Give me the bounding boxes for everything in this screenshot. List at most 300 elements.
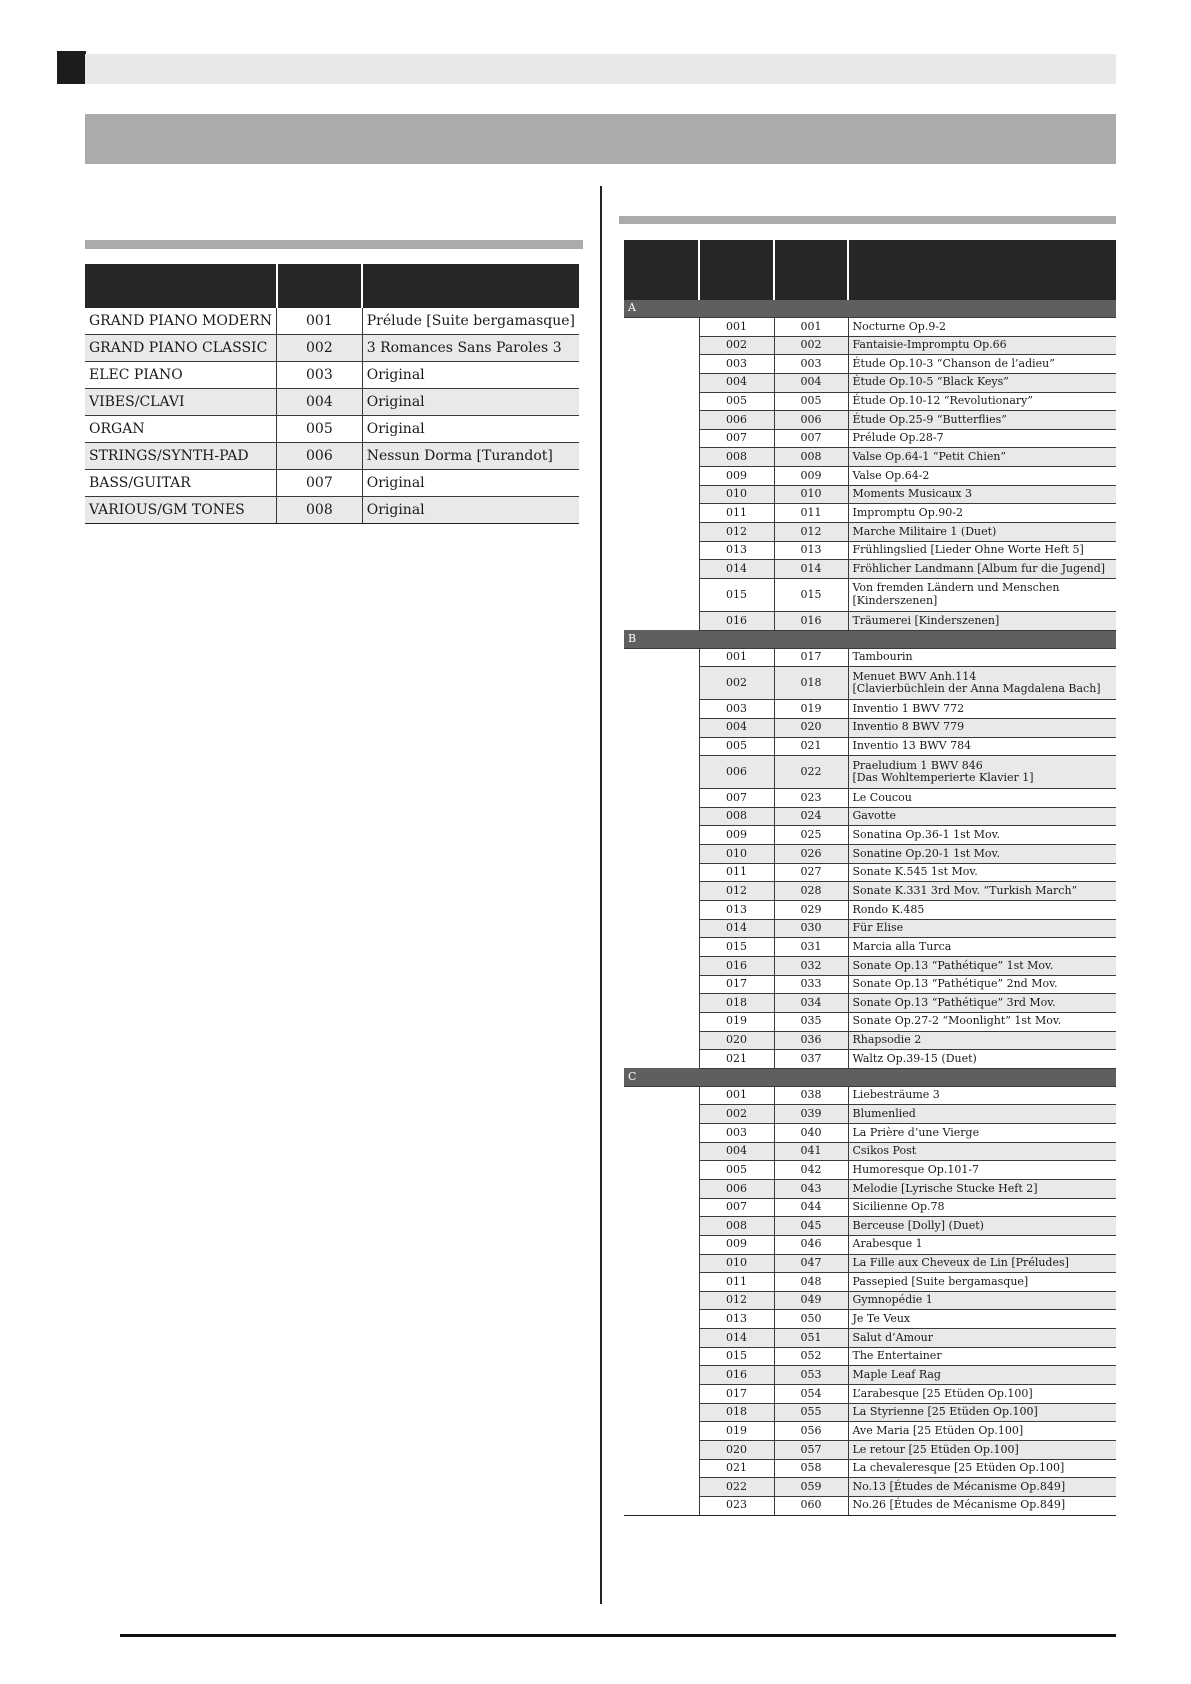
song-row — [624, 1273, 1116, 1292]
song-title: Fröhlicher Landmann [Album fur die Jugend] — [852, 561, 1106, 575]
song-number-in-group: 011 — [699, 504, 774, 523]
song-number-in-group: 004 — [699, 718, 774, 737]
song-title: Tambourin — [852, 650, 913, 664]
tone-number: 008 — [277, 497, 363, 524]
song-number-in-group: 012 — [699, 523, 774, 542]
song-row — [624, 504, 1116, 523]
song-number-in-group: 007 — [699, 789, 774, 808]
group-cell — [624, 956, 699, 975]
song-number: 040 — [774, 1124, 848, 1143]
group-cell — [624, 1031, 699, 1050]
song-number: 010 — [774, 485, 848, 504]
song-title: Passepied [Suite bergamasque] — [852, 1274, 1029, 1288]
group-cell — [624, 1012, 699, 1031]
song-title: Waltz Op.39-15 (Duet) — [852, 1051, 977, 1065]
page-corner-marker — [57, 51, 86, 84]
tones-header-cell — [277, 264, 363, 308]
song-title-cell — [848, 578, 1116, 611]
song-number-in-group: 014 — [699, 560, 774, 579]
page-header-bar — [85, 54, 1116, 84]
group-cell — [624, 373, 699, 392]
tones-table-heading-rule — [85, 240, 583, 249]
song-title-cell — [848, 1310, 1116, 1329]
song-title-cell — [848, 1478, 1116, 1497]
song-title-cell — [848, 448, 1116, 467]
group-cell — [624, 1086, 699, 1105]
song-number: 053 — [774, 1366, 848, 1385]
song-number: 056 — [774, 1422, 848, 1441]
song-title-cell — [848, 1422, 1116, 1441]
song-title-cell — [848, 938, 1116, 957]
song-number-in-group: 003 — [699, 700, 774, 719]
song-row — [624, 1366, 1116, 1385]
group-cell — [624, 1403, 699, 1422]
tone-group: ELEC PIANO — [85, 362, 277, 389]
song-number-in-group: 005 — [699, 392, 774, 411]
tones-row — [85, 389, 579, 416]
group-cell — [624, 700, 699, 719]
group-cell — [624, 1235, 699, 1254]
group-cell — [624, 485, 699, 504]
group-cell — [624, 611, 699, 630]
song-title-cell — [848, 700, 1116, 719]
song-number-in-group: 001 — [699, 648, 774, 667]
song-title-cell — [848, 1254, 1116, 1273]
song-number: 034 — [774, 994, 848, 1013]
song-row — [624, 467, 1116, 486]
song-number: 002 — [774, 336, 848, 355]
song-row — [624, 1050, 1116, 1069]
song-title: Moments Musicaux 3 — [852, 487, 972, 501]
group-cell — [624, 901, 699, 920]
song-number-in-group: 019 — [699, 1422, 774, 1441]
song-title: Prélude Op.28-7 — [852, 431, 944, 445]
tones-row — [85, 362, 579, 389]
group-cell — [624, 1254, 699, 1273]
song-number: 019 — [774, 700, 848, 719]
song-number: 033 — [774, 975, 848, 994]
song-number: 057 — [774, 1440, 848, 1459]
tone-group: ORGAN — [85, 416, 277, 443]
song-title: Étude Op.10-3 “Chanson de l’adieu” — [852, 356, 1055, 370]
song-row — [624, 1235, 1116, 1254]
group-cell — [624, 667, 699, 700]
song-title: Frühlingslied [Lieder Ohne Worte Heft 5] — [852, 543, 1084, 557]
song-title: Gavotte — [852, 809, 897, 823]
song-title: Je Te Veux — [852, 1312, 911, 1326]
tone-group: GRAND PIANO MODERN — [85, 308, 277, 335]
song-title-cell — [848, 1031, 1116, 1050]
song-title-cell — [848, 667, 1116, 700]
song-title: Sonate Op.13 “Pathétique” 1st Mov. — [852, 958, 1054, 972]
song-title-cell — [848, 355, 1116, 374]
song-number-in-group: 021 — [699, 1459, 774, 1478]
song-row — [624, 1179, 1116, 1198]
group-cell — [624, 467, 699, 486]
tone-group: GRAND PIANO CLASSIC — [85, 335, 277, 362]
song-number: 022 — [774, 756, 848, 789]
song-number-in-group: 003 — [699, 1124, 774, 1143]
song-row — [624, 318, 1116, 337]
song-number: 059 — [774, 1478, 848, 1497]
tones-table-header — [85, 264, 579, 308]
song-title: Sicilienne Op.78 — [852, 1200, 945, 1214]
song-row — [624, 1440, 1116, 1459]
song-row — [624, 994, 1116, 1013]
group-cell — [624, 1273, 699, 1292]
song-number-in-group: 005 — [699, 737, 774, 756]
song-number: 011 — [774, 504, 848, 523]
song-title: Fantaisie-Impromptu Op.66 — [852, 338, 1007, 352]
song-row — [624, 611, 1116, 630]
group-cell — [624, 1496, 699, 1515]
song-title-cell — [848, 826, 1116, 845]
song-title-cell — [848, 1198, 1116, 1217]
song-number: 055 — [774, 1403, 848, 1422]
tone-song: Original — [362, 389, 579, 416]
song-number: 041 — [774, 1142, 848, 1161]
song-title-cell — [848, 882, 1116, 901]
song-title: Rondo K.485 — [852, 902, 925, 916]
song-title: Für Elise — [852, 921, 904, 935]
song-number: 004 — [774, 373, 848, 392]
song-number-in-group: 001 — [699, 318, 774, 337]
song-number: 017 — [774, 648, 848, 667]
group-cell — [624, 523, 699, 542]
group-cell — [624, 392, 699, 411]
song-row — [624, 919, 1116, 938]
song-title-cell — [848, 756, 1116, 789]
song-title-cell — [848, 789, 1116, 808]
tone-number: 005 — [277, 416, 363, 443]
song-title-cell — [848, 392, 1116, 411]
song-number-in-group: 022 — [699, 1478, 774, 1497]
song-title-cell — [848, 1179, 1116, 1198]
song-number-in-group: 002 — [699, 1105, 774, 1124]
song-row — [624, 373, 1116, 392]
song-title: Valse Op.64-1 “Petit Chien” — [852, 450, 1007, 464]
song-number-in-group: 016 — [699, 1366, 774, 1385]
tones-table — [85, 264, 579, 524]
group-cell — [624, 318, 699, 337]
song-row — [624, 826, 1116, 845]
song-number-in-group: 018 — [699, 994, 774, 1013]
group-cell — [624, 919, 699, 938]
song-title-cell — [848, 1329, 1116, 1348]
group-cell — [624, 541, 699, 560]
song-title: Menuet BWV Anh.114 — [852, 669, 977, 683]
song-title-cell — [848, 485, 1116, 504]
song-title: No.26 [Études de Mécanisme Op.849] — [852, 1498, 1066, 1512]
song-number-in-group: 006 — [699, 411, 774, 430]
song-title-line2: [Kinderszenen] — [852, 593, 938, 607]
song-title: Valse Op.64-2 — [852, 468, 930, 482]
song-title: La Prière d’une Vierge — [852, 1125, 980, 1139]
songs-table — [624, 240, 1116, 1516]
group-cell — [624, 355, 699, 374]
song-row — [624, 1142, 1116, 1161]
song-title: Sonate K.545 1st Mov. — [852, 865, 978, 879]
song-title: Von fremden Ländern und Menschen — [852, 581, 1060, 595]
song-row — [624, 1105, 1116, 1124]
song-row — [624, 578, 1116, 611]
song-title-cell — [848, 429, 1116, 448]
song-row — [624, 541, 1116, 560]
column-divider — [600, 186, 602, 1604]
song-title-cell — [848, 807, 1116, 826]
song-number-in-group: 002 — [699, 667, 774, 700]
group-cell — [624, 1217, 699, 1236]
group-band-row — [624, 630, 1116, 648]
song-number-in-group: 010 — [699, 485, 774, 504]
song-title-cell — [848, 737, 1116, 756]
song-title-cell — [848, 1291, 1116, 1310]
song-number: 012 — [774, 523, 848, 542]
song-number-in-group: 004 — [699, 1142, 774, 1161]
group-cell — [624, 1422, 699, 1441]
song-title-cell — [848, 1347, 1116, 1366]
song-title-cell — [848, 1142, 1116, 1161]
song-title: Humoresque Op.101-7 — [852, 1162, 980, 1176]
song-number-in-group: 012 — [699, 882, 774, 901]
song-number: 015 — [774, 578, 848, 611]
song-row — [624, 807, 1116, 826]
song-row — [624, 737, 1116, 756]
group-cell — [624, 994, 699, 1013]
group-cell — [624, 1124, 699, 1143]
song-title-cell — [848, 1440, 1116, 1459]
song-number: 018 — [774, 667, 848, 700]
song-number-in-group: 009 — [699, 1235, 774, 1254]
song-row — [624, 718, 1116, 737]
song-title-cell — [848, 1161, 1116, 1180]
group-cell — [624, 1385, 699, 1404]
song-title: Träumerei [Kinderszenen] — [852, 613, 1000, 627]
song-title-cell — [848, 1105, 1116, 1124]
song-title-cell — [848, 560, 1116, 579]
group-cell — [624, 1291, 699, 1310]
group-cell — [624, 411, 699, 430]
group-cell — [624, 1440, 699, 1459]
song-title: Berceuse [Dolly] (Duet) — [852, 1218, 984, 1232]
song-title-cell — [848, 1217, 1116, 1236]
song-number-in-group: 014 — [699, 919, 774, 938]
song-title-cell — [848, 901, 1116, 920]
song-number-in-group: 017 — [699, 1385, 774, 1404]
song-title: L’arabesque [25 Etüden Op.100] — [852, 1386, 1033, 1400]
song-title-cell — [848, 541, 1116, 560]
song-title: Sonatina Op.36-1 1st Mov. — [852, 828, 1000, 842]
song-number: 054 — [774, 1385, 848, 1404]
song-number-in-group: 015 — [699, 1347, 774, 1366]
song-title-cell — [848, 1403, 1116, 1422]
song-row — [624, 1385, 1116, 1404]
song-number: 029 — [774, 901, 848, 920]
song-title: Sonate Op.27-2 “Moonlight” 1st Mov. — [852, 1014, 1062, 1028]
song-title: Nocturne Op.9-2 — [852, 319, 947, 333]
song-number: 060 — [774, 1496, 848, 1515]
song-title-cell — [848, 1124, 1116, 1143]
song-number-in-group: 011 — [699, 1273, 774, 1292]
song-title: No.13 [Études de Mécanisme Op.849] — [852, 1479, 1066, 1493]
group-cell — [624, 1366, 699, 1385]
tone-song: Prélude [Suite bergamasque] — [362, 308, 579, 335]
group-cell — [624, 504, 699, 523]
song-number: 045 — [774, 1217, 848, 1236]
group-cell — [624, 648, 699, 667]
song-number-in-group: 004 — [699, 373, 774, 392]
songs-table-header — [624, 240, 1116, 300]
tones-row — [85, 470, 579, 497]
song-number: 024 — [774, 807, 848, 826]
tone-group: BASS/GUITAR — [85, 470, 277, 497]
song-number-in-group: 010 — [699, 1254, 774, 1273]
song-row — [624, 1422, 1116, 1441]
song-title-cell — [848, 373, 1116, 392]
song-number-in-group: 003 — [699, 355, 774, 374]
group-band-row — [624, 1068, 1116, 1086]
song-title: Sonate K.331 3rd Mov. “Turkish March” — [852, 883, 1078, 897]
group-cell — [624, 826, 699, 845]
song-number: 014 — [774, 560, 848, 579]
song-title: Marche Militaire 1 (Duet) — [852, 524, 997, 538]
song-title: Inventio 8 BWV 779 — [852, 720, 965, 734]
song-number: 032 — [774, 956, 848, 975]
group-cell — [624, 1142, 699, 1161]
song-number: 016 — [774, 611, 848, 630]
song-title: Étude Op.10-12 “Revolutionary” — [852, 394, 1034, 408]
group-cell — [624, 718, 699, 737]
song-row — [624, 648, 1116, 667]
song-title-cell — [848, 1086, 1116, 1105]
song-row — [624, 667, 1116, 700]
song-row — [624, 956, 1116, 975]
songs-header-cell — [624, 240, 699, 300]
song-title: Liebesträume 3 — [852, 1088, 940, 1102]
group-band-row — [624, 300, 1116, 318]
song-row — [624, 392, 1116, 411]
song-number: 025 — [774, 826, 848, 845]
song-number: 021 — [774, 737, 848, 756]
song-title-cell — [848, 1385, 1116, 1404]
song-row — [624, 1291, 1116, 1310]
song-number: 030 — [774, 919, 848, 938]
song-title: Étude Op.10-5 “Black Keys” — [852, 375, 1009, 389]
song-number: 049 — [774, 1291, 848, 1310]
song-row — [624, 1012, 1116, 1031]
section-title-band — [85, 114, 1116, 164]
group-cell — [624, 1478, 699, 1497]
song-number: 035 — [774, 1012, 848, 1031]
song-number-in-group: 016 — [699, 956, 774, 975]
song-number: 023 — [774, 789, 848, 808]
tone-song: Original — [362, 416, 579, 443]
song-row — [624, 789, 1116, 808]
song-row — [624, 336, 1116, 355]
song-number: 013 — [774, 541, 848, 560]
tone-number: 002 — [277, 335, 363, 362]
song-number: 039 — [774, 1105, 848, 1124]
group-cell — [624, 938, 699, 957]
song-title: Sonatine Op.20-1 1st Mov. — [852, 846, 1000, 860]
song-number: 027 — [774, 863, 848, 882]
song-row — [624, 485, 1116, 504]
song-title: Csikos Post — [852, 1144, 917, 1158]
song-number: 006 — [774, 411, 848, 430]
song-title: Praeludium 1 BWV 846 — [852, 758, 983, 772]
tones-header-cell — [362, 264, 579, 308]
tone-number: 007 — [277, 470, 363, 497]
page-footer-rule — [120, 1634, 1116, 1637]
group-cell — [624, 448, 699, 467]
song-number: 008 — [774, 448, 848, 467]
song-number-in-group: 006 — [699, 756, 774, 789]
song-title: Le Coucou — [852, 790, 912, 804]
song-number-in-group: 008 — [699, 1217, 774, 1236]
tone-number: 006 — [277, 443, 363, 470]
song-title-cell — [848, 1366, 1116, 1385]
song-number: 037 — [774, 1050, 848, 1069]
song-number-in-group: 008 — [699, 448, 774, 467]
tone-number: 003 — [277, 362, 363, 389]
song-title: La Fille aux Cheveux de Lin [Préludes] — [852, 1256, 1069, 1270]
group-cell — [624, 1329, 699, 1348]
song-title-cell — [848, 648, 1116, 667]
song-number: 031 — [774, 938, 848, 957]
group-cell — [624, 807, 699, 826]
song-number-in-group: 009 — [699, 467, 774, 486]
song-row — [624, 756, 1116, 789]
song-row — [624, 1161, 1116, 1180]
song-title-cell — [848, 845, 1116, 864]
song-number: 028 — [774, 882, 848, 901]
song-title-cell — [848, 1273, 1116, 1292]
song-row — [624, 863, 1116, 882]
song-number-in-group: 015 — [699, 938, 774, 957]
song-title-cell — [848, 467, 1116, 486]
tones-row — [85, 443, 579, 470]
song-number-in-group: 021 — [699, 1050, 774, 1069]
song-number-in-group: 009 — [699, 826, 774, 845]
song-title: Salut d’Amour — [852, 1330, 933, 1344]
song-title: La chevaleresque [25 Etüden Op.100] — [852, 1461, 1065, 1475]
tone-number: 001 — [277, 308, 363, 335]
song-title: Marcia alla Turca — [852, 939, 952, 953]
songs-header-cell — [774, 240, 848, 300]
song-number: 052 — [774, 1347, 848, 1366]
tones-header-cell — [85, 264, 277, 308]
song-row — [624, 845, 1116, 864]
song-number-in-group: 013 — [699, 1310, 774, 1329]
song-number: 036 — [774, 1031, 848, 1050]
song-title: Melodie [Lyrische Stucke Heft 2] — [852, 1181, 1038, 1195]
song-number-in-group: 006 — [699, 1179, 774, 1198]
song-title: Blumenlied — [852, 1106, 916, 1120]
song-number-in-group: 008 — [699, 807, 774, 826]
group-cell — [624, 1347, 699, 1366]
song-number: 050 — [774, 1310, 848, 1329]
song-number: 058 — [774, 1459, 848, 1478]
song-title: The Entertainer — [852, 1349, 942, 1363]
song-row — [624, 560, 1116, 579]
song-number-in-group: 007 — [699, 1198, 774, 1217]
song-number-in-group: 002 — [699, 336, 774, 355]
song-title-cell — [848, 919, 1116, 938]
song-row — [624, 448, 1116, 467]
song-title-cell — [848, 504, 1116, 523]
song-row — [624, 1347, 1116, 1366]
song-row — [624, 1086, 1116, 1105]
